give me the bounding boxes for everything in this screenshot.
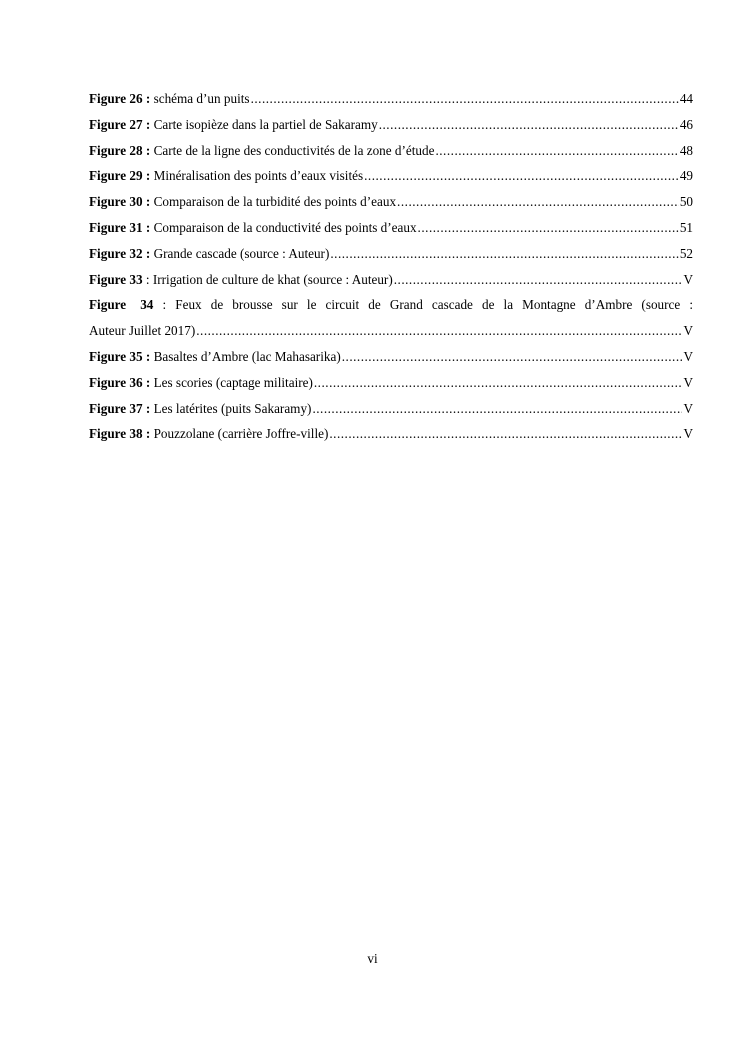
dot-leader: [330, 241, 678, 267]
figure-number: Figure 26 :: [89, 91, 151, 106]
page-number: V: [683, 400, 693, 416]
page-number: V: [683, 348, 693, 364]
list-of-figures: [89, 86, 693, 447]
dot-leader: [314, 370, 683, 396]
page-number: V: [683, 426, 693, 442]
figure-title-line1: : Feux de brousse sur le circuit de Grand cascade de la Montagne d’Ambre (source :: [162, 297, 693, 313]
figure-title: Basaltes d’Ambre (lac Mahasarika): [153, 348, 341, 364]
figure-number: Figure 28 :: [89, 142, 151, 158]
figure-title: Les scories (captage militaire): [153, 374, 313, 390]
figure-title: Comparaison de la turbidité des points d’eaux: [153, 194, 397, 210]
dot-leader: [435, 138, 678, 164]
toc-entry[interactable]: [89, 396, 693, 422]
dot-leader: [379, 112, 679, 138]
toc-entry[interactable]: [89, 344, 693, 370]
page-number: 50: [679, 194, 693, 210]
toc-entry[interactable]: [89, 112, 693, 138]
figure-title-line2: Auteur Juillet 2017): [89, 323, 196, 339]
dot-leader: [394, 267, 683, 293]
toc-entry[interactable]: [89, 163, 693, 189]
toc-entry[interactable]: [89, 370, 693, 396]
figure-number: Figure 31 :: [89, 219, 151, 235]
figure-number: Figure 30 :: [89, 194, 151, 210]
dot-leader: [312, 396, 682, 422]
toc-entry[interactable]: [89, 86, 693, 112]
figure-title: Les latérites (puits Sakaramy): [153, 400, 312, 416]
toc-entry-multiline[interactable]: [89, 292, 693, 318]
page-number: V: [683, 374, 693, 390]
figure-number: Figure 32 :: [89, 245, 151, 261]
figure-title: Comparaison de la conductivité des points d’eaux: [153, 219, 417, 235]
toc-entry-continuation[interactable]: [89, 318, 693, 344]
figure-title: Carte de la ligne des conductivités de la zone d’étude: [153, 142, 435, 158]
figure-number: Figure 36 :: [89, 374, 151, 390]
figure-number: Figure 27 :: [89, 116, 151, 132]
figure-title: Carte isopièze dans la partiel de Sakaramy: [153, 116, 378, 132]
toc-entry[interactable]: [89, 267, 693, 293]
toc-entry[interactable]: [89, 189, 693, 215]
page-number: V: [683, 271, 693, 287]
figure-title: : Irrigation de culture de khat (source : Auteur): [145, 271, 393, 287]
page-number: 51: [679, 219, 693, 235]
dot-leader: [397, 189, 679, 215]
figure-number: Figure 34: [89, 297, 154, 313]
figure-title: Minéralisation des points d’eaux visités: [153, 168, 364, 184]
page-number: 48: [679, 142, 693, 158]
dot-leader: [418, 215, 679, 241]
page-number: V: [683, 323, 693, 339]
page-number: 46: [679, 116, 693, 132]
dot-leader: [329, 421, 682, 447]
figure-number: Figure 38 :: [89, 426, 151, 442]
figure-title: Grande cascade (source : Auteur): [153, 245, 330, 261]
figure-title: schéma d’un puits: [153, 91, 250, 106]
toc-entry[interactable]: [89, 215, 693, 241]
figure-number: Figure 29 :: [89, 168, 151, 184]
footer-page-number: vi: [367, 951, 378, 966]
dot-leader: [196, 318, 682, 344]
figure-number: Figure 37 :: [89, 400, 151, 416]
page-number: 49: [679, 168, 693, 184]
figure-title: Pouzzolane (carrière Joffre-ville): [153, 426, 329, 442]
dot-leader: [364, 163, 679, 189]
figure-number: Figure 33: [89, 271, 143, 287]
dot-leader: [342, 344, 683, 370]
figure-number: Figure 35 :: [89, 348, 151, 364]
toc-entry[interactable]: [89, 241, 693, 267]
toc-entry[interactable]: [89, 138, 693, 164]
page-number: 52: [679, 245, 693, 261]
dot-leader: [251, 86, 679, 112]
page-number: 44: [679, 91, 693, 106]
toc-entry[interactable]: [89, 421, 693, 447]
